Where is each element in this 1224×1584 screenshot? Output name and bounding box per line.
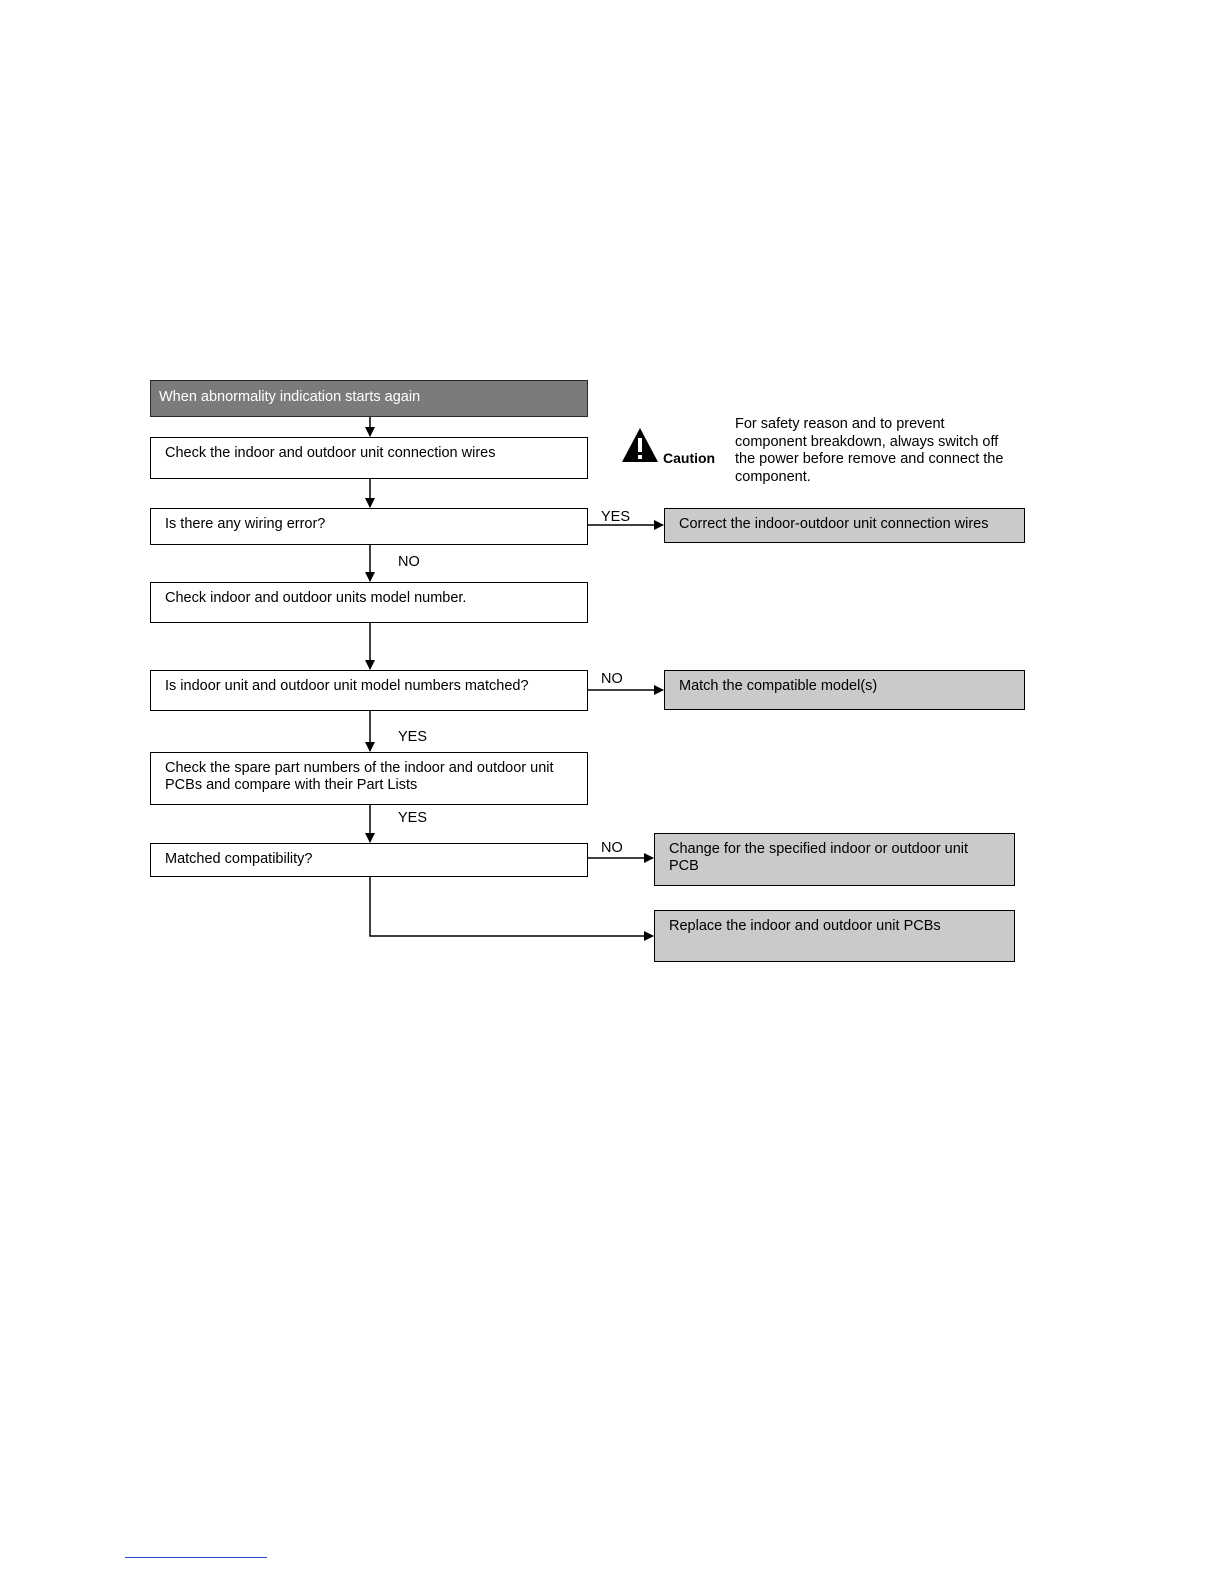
model-match-decision: [150, 670, 588, 711]
correct-wires-label: Correct the indoor-outdoor unit connection wires: [679, 516, 989, 532]
compat-no-label: NO: [601, 840, 623, 856]
correct-wires-action: [664, 508, 1025, 543]
check-wires-label: Check the indoor and outdoor unit connection wires: [165, 445, 496, 461]
match-model-label: Match the compatible model(s): [679, 678, 878, 694]
spare-yes-label: YES: [398, 810, 428, 826]
model-no-label: NO: [601, 671, 623, 687]
wiring-error-decision: [150, 508, 588, 545]
start-node: [150, 380, 588, 417]
wiring-no-label: NO: [398, 554, 420, 570]
caution-text: For safety reason and to prevent component breakdown, always switch off the power before remove and connect the component.: [735, 416, 1004, 485]
check-wires-step: [150, 437, 588, 479]
footer-link-underline: [125, 1557, 267, 1558]
check-model-label: Check indoor and outdoor units model number.: [165, 590, 467, 606]
model-yes-label: YES: [398, 729, 428, 745]
replace-pcbs-label: Replace the indoor and outdoor unit PCBs: [669, 918, 941, 934]
start-node-label: When abnormality indication starts again: [159, 389, 421, 405]
wiring-error-label: Is there any wiring error?: [165, 516, 326, 532]
wiring-yes-label: YES: [601, 509, 631, 525]
replace-pcbs-action: [654, 910, 1015, 962]
check-model-step: [150, 582, 588, 623]
arrow-compat-to-replace: [370, 877, 653, 936]
change-pcb-line-2: PCB: [669, 858, 699, 874]
compatibility-decision: [150, 843, 588, 877]
warning-triangle-icon: [620, 426, 660, 464]
compatibility-label: Matched compatibility?: [165, 851, 313, 867]
caution-label: Caution: [663, 450, 716, 466]
check-spare-parts-step: [150, 752, 588, 805]
model-match-label: Is indoor unit and outdoor unit model numbers matched?: [165, 678, 529, 694]
match-model-action: [664, 670, 1025, 710]
change-pcb-action: [654, 833, 1015, 886]
change-pcb-line-1: Change for the specified indoor or outdoor unit: [669, 841, 969, 857]
check-spare-parts-line-1: Check the spare part numbers of the indoor and outdoor unit: [165, 760, 554, 776]
check-spare-parts-line-2: PCBs and compare with their Part Lists: [165, 777, 418, 793]
